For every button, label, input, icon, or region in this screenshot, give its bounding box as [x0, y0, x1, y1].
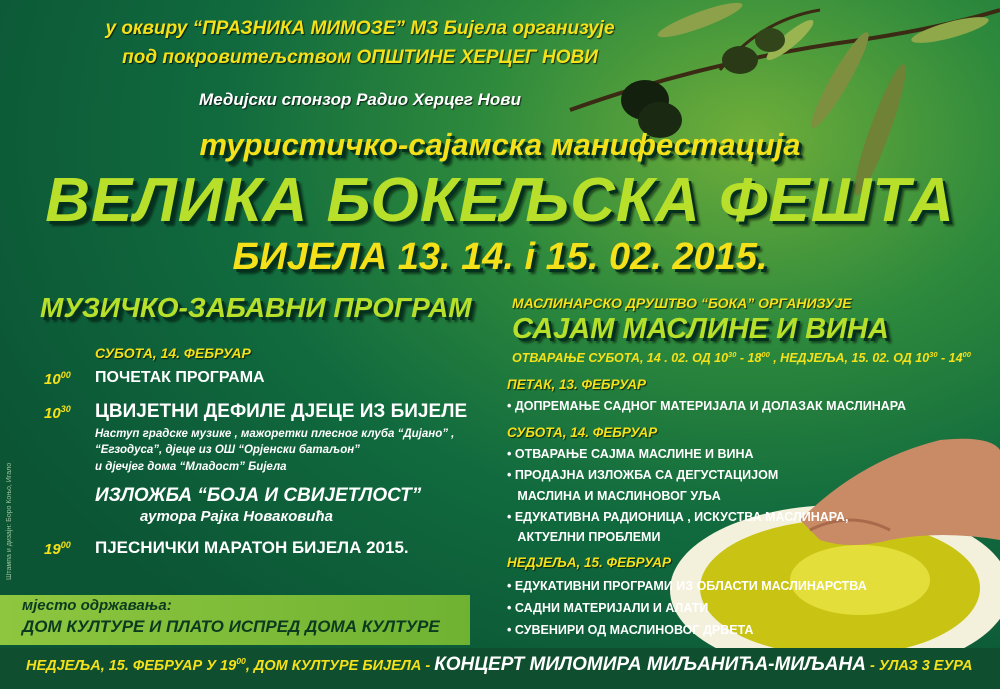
time-2: $10^{30}$: [44, 404, 71, 422]
fair-organizer: МАСЛИНАРСКО ДРУШТВО “БОКА” ОРГАНИЗУЈЕ: [512, 295, 852, 311]
fair-day-3-item: • ЕДУКАТИВНИ ПРОГРАМИ ИЗ ОБЛАСТИ МАСЛИНАРСТВА: [507, 579, 867, 593]
header-line-2: под покровитељством ОПШТИНЕ ХЕРЦЕГ НОВИ: [122, 47, 598, 68]
fair-title: САЈАМ МАСЛИНЕ И ВИНА: [512, 313, 889, 345]
fair-day-2-item: • ОТВАРАЊЕ САЈМА МАСЛИНЕ И ВИНА: [507, 447, 754, 461]
time-1: $10^{00}$: [44, 370, 71, 388]
event-2-detail-1: Наступ градске музике , мажоретки плесног клуба “Дијано” ,: [95, 428, 455, 440]
header-line-1: у оквиру “ПРАЗНИКА МИМОЗЕ” МЗ Бијела организује: [105, 18, 615, 39]
event-subtitle: туристичко-сајамска манифестација: [199, 127, 801, 162]
fair-day-2-item: • ЕДУКАТИВНА РАДИОНИЦА , ИСКУСТВА МАСЛИНАРА,: [507, 510, 849, 524]
event-3-author: аутора Рајка Новаковића: [140, 508, 333, 525]
concert-line: НЕДЈЕЉА, 15. ФЕБРУАР У $19^{00}$, ДОМ КУЛТУРЕ БИЈЕЛА - КОНЦЕРТ МИЛОМИРА МИЉАНИЋА-МИЉАНА - УЛАЗ 3 ЕУРА: [26, 654, 973, 675]
fair-day-3-item: • СУВЕНИРИ ОД МАСЛИНОВОГ ДРВЕТА: [507, 623, 754, 637]
event-dates: БИЈЕЛА 13. 14. і 15. 02. 2015.: [232, 236, 768, 278]
event-title: ВЕЛИКА БОКЕЉСКА ФЕШТА: [45, 166, 955, 235]
fair-day-3: НЕДЈЕЉА, 15. ФЕБРУАР: [507, 555, 672, 570]
time-4: $19^{00}$: [44, 540, 71, 558]
fair-day-2-item: • ПРОДАЈНА ИЗЛОЖБА СА ДЕГУСТАЦИЈОМ: [507, 468, 779, 482]
event-1: ПОЧЕТАК ПРОГРАМА: [95, 369, 265, 386]
fair-day-1: ПЕТАК, 13. ФЕБРУАР: [507, 377, 646, 392]
venue-place: ДОМ КУЛТУРЕ И ПЛАТО ИСПРЕД ДОМА КУЛТУРЕ: [22, 617, 440, 636]
music-program-heading: МУЗИЧКО-ЗАБАВНИ ПРОГРАМ: [40, 292, 472, 323]
event-2-detail-2: “Егзодуса”, дјеце из ОШ “Орјенски батаљон”: [95, 444, 360, 456]
event-2: ЦВИЈЕТНИ ДЕФИЛЕ ДЈЕЦЕ ИЗ БИЈЕЛЕ: [95, 401, 468, 422]
fair-day-1-item: • ДОПРЕМАЊЕ САДНОГ МАТЕРИЈАЛА И ДОЛАЗАК МАСЛИНАРА: [507, 399, 907, 413]
fair-opening-hours: ОТВАРАЊЕ СУБОТА, 14 . 02. ОД $10^{30} - 18^{00}$ , НЕДЈЕЉА, 15. 02. ОД $10^{30} - 14^{00}$: [512, 350, 971, 366]
event-4: ПЈЕСНИЧКИ МАРАТОН БИЈЕЛА 2015.: [95, 538, 409, 557]
fair-day-2-item: АКТУЕЛНИ ПРОБЛЕМИ: [507, 530, 661, 544]
event-2-detail-3: и дјечјег дома “Младост” Бијела: [95, 461, 287, 473]
print-credit: Штампа и дизајн: Боро Коњо, Игало: [6, 462, 13, 580]
fair-day-3-item: • САДНИ МАТЕРИЈАЛИ И АЛАТИ: [507, 601, 709, 615]
fair-day-2: СУБОТА, 14. ФЕБРУАР: [507, 425, 658, 440]
fair-day-2-item: МАСЛИНА И МАСЛИНОВОГ УЉА: [507, 489, 721, 503]
media-sponsor: Медијски спонзор Радио Херцег Нови: [199, 90, 521, 109]
event-3: ИЗЛОЖБА “БОЈА И СВИЈЕТЛОСТ”: [95, 485, 422, 506]
music-day: СУБОТА, 14. ФЕБРУАР: [95, 345, 251, 361]
venue-label: мјесто одржавања:: [22, 597, 172, 614]
